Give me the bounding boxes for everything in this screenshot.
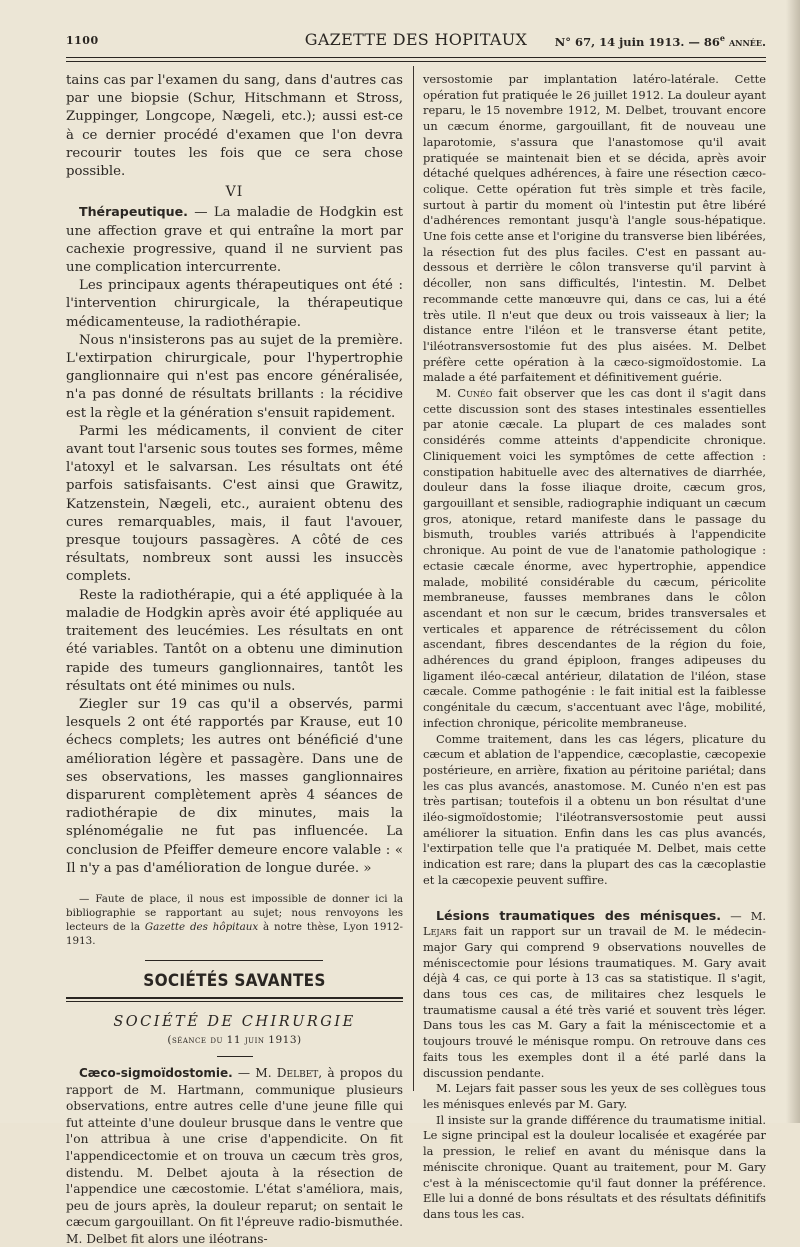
issue-date: N° 67, 14 juin 1913. — 86 <box>554 34 720 49</box>
page-header <box>66 30 766 52</box>
column-separator <box>413 66 414 1091</box>
left-paragraph-3: Les principaux agents thérapeutiques ont été : l'intervention chirurgicale, la thérapeutique médicamenteuse, la radiothérapie. <box>66 278 403 330</box>
issue-year-label: année. <box>728 34 766 49</box>
note-journal-title: Gazette des hôpitaux <box>144 920 259 933</box>
left-paragraph-1: tains cas par l'examen du sang, dans d'autres cas par une biopsie (Schur, Hitschmann et Stross, Zuppinger, Longcope, Nægeli, etc.); aussi est-ce à ce dernier procédé d'examen que l'on devra recourir toutes les fois que ce sera chose possible. <box>66 73 403 180</box>
societe-de-chirurgie-heading: SOCIÉTÉ DE CHIRURGIE <box>113 1013 356 1030</box>
societes-rule-thin <box>66 1001 403 1002</box>
page-edge-shadow <box>786 0 800 1123</box>
header-rule-top <box>66 57 766 58</box>
issue-info <box>555 33 766 49</box>
seance-date: (séance du 11 juin 1913) <box>167 1033 302 1046</box>
caeco-heading: Cæco-sigmoïdostomie. <box>79 1065 233 1080</box>
therapeutique-paragraph <box>66 203 403 277</box>
header-rule-bottom <box>66 61 766 62</box>
cuneo-author: Cunéo <box>457 386 493 401</box>
right-paragraph-3: Comme traitement, dans les cas légers, plicature du cæcum et ablation de l'appendice, cæcoplastie, cæcopexie postérieure, en arrière, fixation au péritoine pariétal; dans les cas plus avancés, anastomose. M. Cunéo n'en est pas très partisan; toutefois il a obtenu un bon résultat d'une iléo-sigmoïdostomie; l'iléotransversostomie peut aussi améliorer la situation. Enfin dans les cas plus avancés, l'extirpation telle que l'a pratiquée M. Delbet, mais cette indication est rare; dans la plupart des cas la cæcoplastie et la cæcopexie peuvent suffire. <box>423 731 766 887</box>
lesions-author: Lejars <box>423 924 457 939</box>
note-text-a: — Faute de place, il nous est impossible de donner ici la bibliographie se rapportant au sujet; nous renvoyons les lecteurs de la <box>66 892 403 933</box>
section-gap <box>423 889 766 908</box>
cuneo-paragraph <box>423 386 766 731</box>
left-paragraph-6: Reste la radiothérapie, qui a été appliquée à la maladie de Hodgkin après avoir été appliquée au traitement des leucémies. Les résultats en ont été variables. Tantôt on a obtenu une diminution rapide des tumeurs ganglionnaires, tantôt les résultats ont été minimes ou nuls. <box>66 587 403 694</box>
left-paragraph-4: Nous n'insisterons pas au sujet de la première. L'extirpation chirurgicale, pour l'hypertrophie ganglionnaire qui n'est pas encore généralisée, n'a pas donné de résultats brillants : la récidive est la règle et la génération s'ensuit rapidement. <box>66 332 403 421</box>
journal-title: GAZETTE DES HOPITAUX <box>304 30 528 49</box>
lesions-text-b: fait un rapport sur un travail de M. le médecin-major Gary qui comprend 9 observations nouvelles de méniscectomie pour lésions traumatiques. M. Gary avait déjà 4 cas, ce qui porte à 13 cas sa statistique. Il s'agit, dans tous ces cas, de militaires chez lesquels le traumatisme causal a été très varié et souvent très léger. Dans tous les cas M. Gary a fait la méniscectomie et a toujours trouvé le ménisque rompu. On retrouve dans ces faits tous les exemples dont il a été parlé dans la discussion pendante. <box>423 924 766 1080</box>
right-paragraph-1: versostomie par implantation latéro-latérale. Cette opération fut pratiquée le 26 juillet 1912. La douleur ayant reparu, le 15 novembre 1912, M. Delbet, trouvant encore un cæcum énorme, gargouillant, fit de nouveau une laparotomie, s'assura que l'anastomose qu'il avait pratiquée se maintenait bien et se décida, après avoir détaché quelques adhérences, à faire une résection cæco-colique. Cette opération fut très simple et très facile, surtout à partir du moment où l'intestin put être libéré d'adhérences remontant jusqu'à l'angle sous-hépatique. Une fois cette anse et l'origine du transverse bien libérées, la résection fut des plus faciles. C'est en passant au-dessous et derrière le côlon transverse qu'il parvint à décoller, non sans difficultés, l'intestin. M. Delbet recommande cette manœuvre qui, dans ce cas, lui a été très utile. Il n'eut que deux ou trois vaisseaux à lier; la distance entre l'iléon et le transverse étant petite, l'iléotransversostomie fut des plus aisées. M. Delbet préfère cette opération à la cæco-sigmoïdostomie. La malade a été parfaitement et définitivement guérie. <box>423 72 766 385</box>
caeco-text-a: — M. <box>232 1065 277 1080</box>
note-text-b: à notre thèse, Lyon 1912-1913. <box>66 920 403 947</box>
lesions-paragraph <box>423 908 766 1082</box>
bibliography-note <box>66 892 403 948</box>
societes-rule-thick <box>66 997 403 999</box>
caeco-author: Delbet <box>276 1065 319 1080</box>
right-paragraph-6: Il insiste sur la grande différence du traumatisme initial. Le signe principal est la douleur localisée et exagérée par la pression, le relief en avant du ménisque dans la méniscite chronique. Quant au traitement, pour M. Gary c'est à la méniscectomie qu'il faut donner la préférence. Elle lui a donné de bons résultats et des résultats définitifs dans tous les cas. <box>423 1112 766 1221</box>
cuneo-text-b: fait observer que les cas dont il s'agit dans cette discussion sont des stases intestinales essentielles par atonie cæcale. La plupart de ces malades sont considérés comme atteints d'appendicite chronique. Cliniquement voici les symptômes de cette affection : constipation habituelle avec des alternatives de diarrhée, douleur dans la fosse iliaque droite, cæcum gros, gargouillant et sensible, radiographie indiquant un cæcum gros, atonique, retard manifeste dans le passage du bismuth, troubles variés attribués à l'appendicite chronique. Au point de vue de l'anatomie pathologique : ectasie cæcale énorme, avec hypertrophie, appendice malade, mobilité considérable du cæcum, péricolite membraneuse, fausses membranes dans le côlon ascendant et non sur le cæcum, brides transversales et verticales et apparence de rétrécissement du côlon ascendant, fibres descendantes de la région du foie, adhérences du grand épiploon, franges adipeuses du ligament iléo-cæcal antérieur, dilatation de l'iléon, stase cæcale. Comme pathogénie : le fait initial est la faiblesse congénitale du cæcum, s'accentuant avec l'âge, mobilité, infection chronique, péricolite membraneuse. <box>423 386 767 730</box>
page-number: 1100 <box>66 34 99 47</box>
left-paragraph-7: Ziegler sur 19 cas qu'il a observés, parmi lesquels 2 ont été rapportés par Krause, eut 10 échecs complets; les autres ont bénéficié d'une amélioration légère et passagère. Dans une de ses observations, les masses ganglionnaires disparurent complètement après 4 séances de radiothérapie de dix minutes, mais la splénomégalie ne fut pas influencée. La conclusion de Pfeiffer demeure encore valable : « Il n'y a pas d'amélioration de longue durée. » <box>66 696 403 876</box>
societes-savantes-heading: SOCIÉTÉS SAVANTES <box>143 970 326 991</box>
issue-superscript: e <box>719 33 725 43</box>
section-number: VI <box>225 184 244 201</box>
right-column <box>423 72 766 1223</box>
lesions-heading: Lésions traumatiques des ménisques. <box>436 907 722 923</box>
therapeutique-text: — La maladie de Hodgkin est une affection grave et qui entraîne la mort par cachexie progressive, quand il ne survient pas une complication intercurrente. <box>66 205 403 276</box>
societes-rule-top <box>145 960 323 961</box>
right-paragraph-5: M. Lejars fait passer sous les yeux de ses collègues tous les ménisques enlevés par M. Gary. <box>423 1081 766 1111</box>
lesions-text-a: — M. <box>721 908 766 923</box>
left-paragraph-5: Parmi les médicaments, il convient de citer avant tout l'arsenic sous toutes ses formes, même l'atoxyl et le salvarsan. Les résultats ont été parfois satisfaisants. C'est ainsi que Grawitz, Katzenstein, Nægeli, etc., auraient obtenu des cures remarquables, mais, il faut l'avouer, presque toujours passagères. A côté de ces résultats, nombreux sont aussi les insuccès complets. <box>66 423 403 585</box>
cuneo-text-a: M. <box>436 386 458 401</box>
caeco-paragraph <box>66 1065 403 1247</box>
left-column <box>66 72 403 1247</box>
therapeutique-heading: Thérapeutique. <box>79 204 188 220</box>
short-divider <box>217 1056 253 1057</box>
caeco-text-b: , à propos du rapport de M. Hartmann, communique plusieurs observations, entre autres celle d'une jeune fille qui fut atteinte d'une douleur brusque dans le ventre que l'on attribua à une crise d'appendicite. On fit l'appendicectomie et on trouva un cæcum très gros, distendu. M. Delbet ajouta à la résection de l'appendice une cæcostomie. L'état s'améliora, mais, peu de jours après, la douleur reparut; on sentait le cæcum gargouillant. On fit l'épreuve radio-bismuthée. M. Delbet fit alors une iléotrans- <box>66 1065 403 1246</box>
